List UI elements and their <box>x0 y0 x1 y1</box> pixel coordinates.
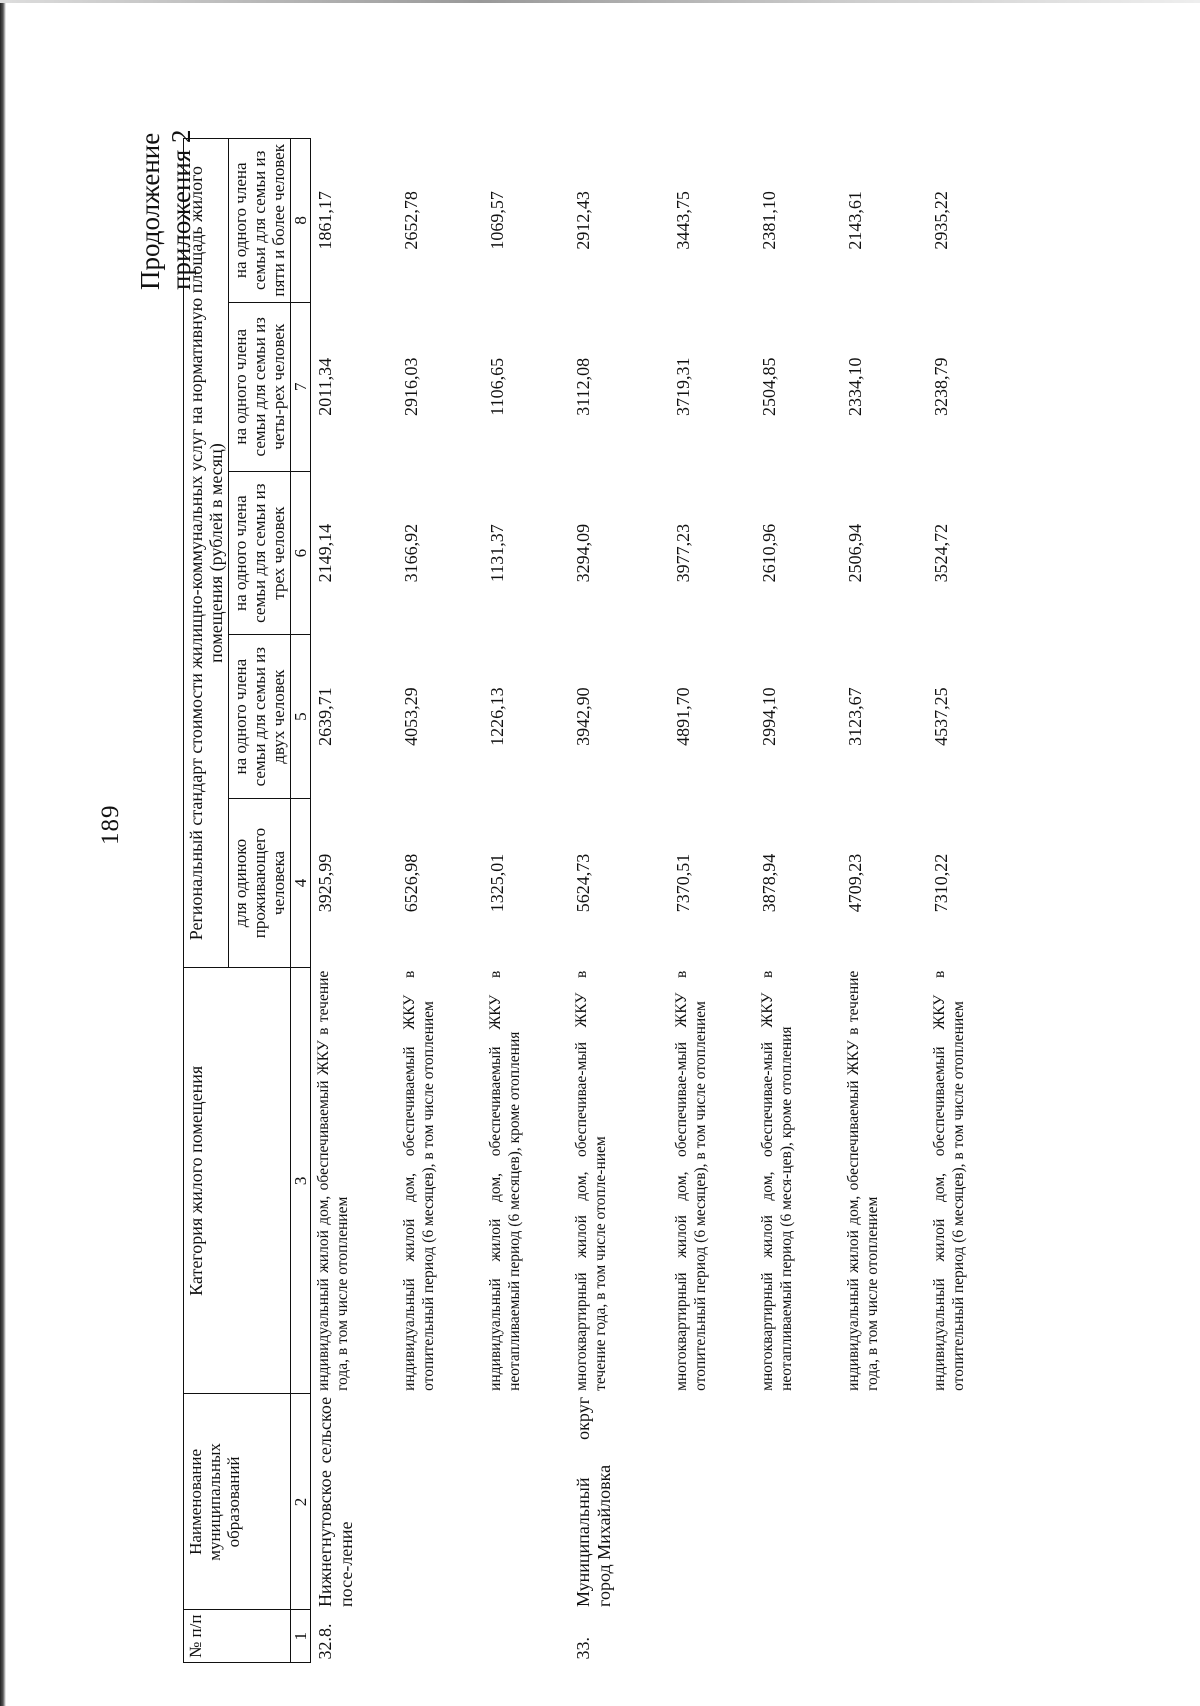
document-page <box>15 65 1165 1690</box>
row-value: 3524,72 <box>931 523 952 583</box>
header-three: на одного члена семьи для семьи из трех человек <box>229 471 291 634</box>
row-category: многоквартирный жилой дом, обеспечивае-мый ЖКУ в отопительный период (6 месяцев), в том числе отоплением <box>673 970 709 1391</box>
row-value: 2994,10 <box>759 687 780 746</box>
column-number: 2 <box>291 1394 311 1610</box>
header-standard: Региональный стандарт стоимости жилищно-коммунальных услуг на нормативную площадь жилого помещения (рублей в месяц) <box>184 139 229 968</box>
row-value: 3112,08 <box>573 357 594 416</box>
row-municipality <box>483 1394 569 1610</box>
row-value: 4537,25 <box>931 687 952 746</box>
row-value: 3294,09 <box>573 523 594 583</box>
header-five: на одного члена семьи для семьи из пяти и более человек <box>229 139 291 303</box>
header-index: № п/п <box>184 1610 291 1663</box>
row-value: 2143,61 <box>845 191 866 250</box>
row-municipality <box>841 1394 927 1610</box>
column-number: 4 <box>291 798 311 967</box>
row-value: 3166,92 <box>401 523 422 583</box>
row-category: многоквартирный жилой дом, обеспечивае-мый ЖКУ в течение года, в том числе отопле-нием <box>573 970 609 1391</box>
row-value: 2652,78 <box>401 191 422 250</box>
row-index: 33. <box>573 1637 594 1660</box>
table-row <box>927 139 1027 1663</box>
row-value: 1226,13 <box>487 687 508 746</box>
row-value: 4053,29 <box>401 687 422 746</box>
row-value: 2149,14 <box>315 523 336 583</box>
row-category: индивидуальный жилой дом, обеспечиваемый ЖКУ в течение года, в том числе отоплением <box>315 970 351 1391</box>
row-value: 2916,03 <box>401 357 422 417</box>
scan-edge-top <box>0 0 1200 3</box>
row-municipality: Муниципальный округ город Михайловка <box>573 1396 614 1607</box>
row-municipality <box>669 1394 755 1610</box>
column-number: 6 <box>291 471 311 634</box>
header-single: для одиноко проживающего человека <box>229 798 291 967</box>
row-municipality <box>755 1394 841 1610</box>
row-value: 2912,43 <box>573 191 594 250</box>
header-category: Категория жилого помещения <box>184 968 291 1394</box>
row-value: 4891,70 <box>673 687 694 746</box>
row-municipality <box>397 1394 483 1610</box>
table-row <box>483 139 569 1663</box>
row-value: 2639,71 <box>315 687 336 746</box>
row-value: 1106,65 <box>487 357 508 416</box>
row-index <box>841 1610 927 1663</box>
table-body <box>311 139 1028 1663</box>
row-index <box>755 1610 841 1663</box>
row-value: 3942,90 <box>573 687 594 746</box>
row-value: 1861,17 <box>315 191 336 250</box>
row-value: 2334,10 <box>845 357 866 417</box>
row-value: 1069,57 <box>487 191 508 250</box>
row-category: индивидуальный жилой дом, обеспечиваемый ЖКУ в отопительный период (6 месяцев), в том числе отоплением <box>931 970 967 1391</box>
header-two: на одного члена семьи для семьи из двух человек <box>229 635 291 798</box>
scan-edge <box>0 0 6 1706</box>
row-index: 32.8. <box>315 1623 336 1660</box>
column-number: 7 <box>291 302 311 471</box>
row-value: 2011,34 <box>315 357 336 416</box>
table-row <box>311 139 398 1663</box>
row-value: 3977,23 <box>673 523 694 583</box>
column-number: 5 <box>291 635 311 798</box>
housing-cost-table <box>183 138 1027 1663</box>
table-row <box>669 139 755 1663</box>
row-value: 3925,99 <box>315 853 336 913</box>
row-category: индивидуальный жилой дом, обеспечиваемый ЖКУ в отопительный период (6 месяцев), в том числе отоплением <box>401 970 437 1391</box>
continuation-title: Продолжение приложения 2 <box>135 129 196 290</box>
table-row <box>841 139 927 1663</box>
page-number: 189 <box>97 804 124 845</box>
row-municipality: Нижнегнутовское сельское посе-ление <box>315 1396 356 1607</box>
table-row <box>755 139 841 1663</box>
row-municipality <box>927 1394 1027 1610</box>
row-value: 2935,22 <box>931 191 952 250</box>
table-row <box>569 139 669 1663</box>
row-value: 5624,73 <box>573 853 594 913</box>
table-row <box>397 139 483 1663</box>
row-value: 1325,01 <box>487 853 508 913</box>
row-category: индивидуальный жилой дом, обеспечиваемый ЖКУ в течение года, в том числе отоплением <box>845 970 881 1391</box>
row-index <box>669 1610 755 1663</box>
row-value: 1131,37 <box>487 524 508 583</box>
row-value: 2381,10 <box>759 191 780 250</box>
column-number: 3 <box>291 968 311 1394</box>
row-value: 2506,94 <box>845 523 866 583</box>
row-value: 6526,98 <box>401 853 422 913</box>
row-value: 2504,85 <box>759 357 780 417</box>
column-number: 1 <box>291 1610 311 1663</box>
row-value: 7370,51 <box>673 853 694 913</box>
row-category: многоквартирный жилой дом, обеспечивае-мый ЖКУ в неотапливаемый период (6 меся-цев), кроме отопления <box>759 970 795 1391</box>
row-category: индивидуальный жилой дом, обеспечиваемый ЖКУ в неотапливаемый период (6 месяцев), кроме отопления <box>487 970 523 1391</box>
column-number: 8 <box>291 139 311 303</box>
row-index <box>397 1610 483 1663</box>
row-value: 3238,79 <box>931 357 952 417</box>
row-value: 2610,96 <box>759 523 780 583</box>
row-index <box>927 1610 1027 1663</box>
row-value: 3719,31 <box>673 357 694 417</box>
row-index <box>483 1610 569 1663</box>
row-value: 4709,23 <box>845 853 866 913</box>
row-value: 3123,67 <box>845 687 866 746</box>
header-municipality: Наименование муниципальных образований <box>184 1394 291 1610</box>
row-value: 3443,75 <box>673 191 694 250</box>
column-number-row <box>291 139 311 1663</box>
row-value: 7310,22 <box>931 853 952 913</box>
header-four: на одного члена семьи для семьи из четы-рех человек <box>229 302 291 471</box>
row-value: 3878,94 <box>759 853 780 913</box>
